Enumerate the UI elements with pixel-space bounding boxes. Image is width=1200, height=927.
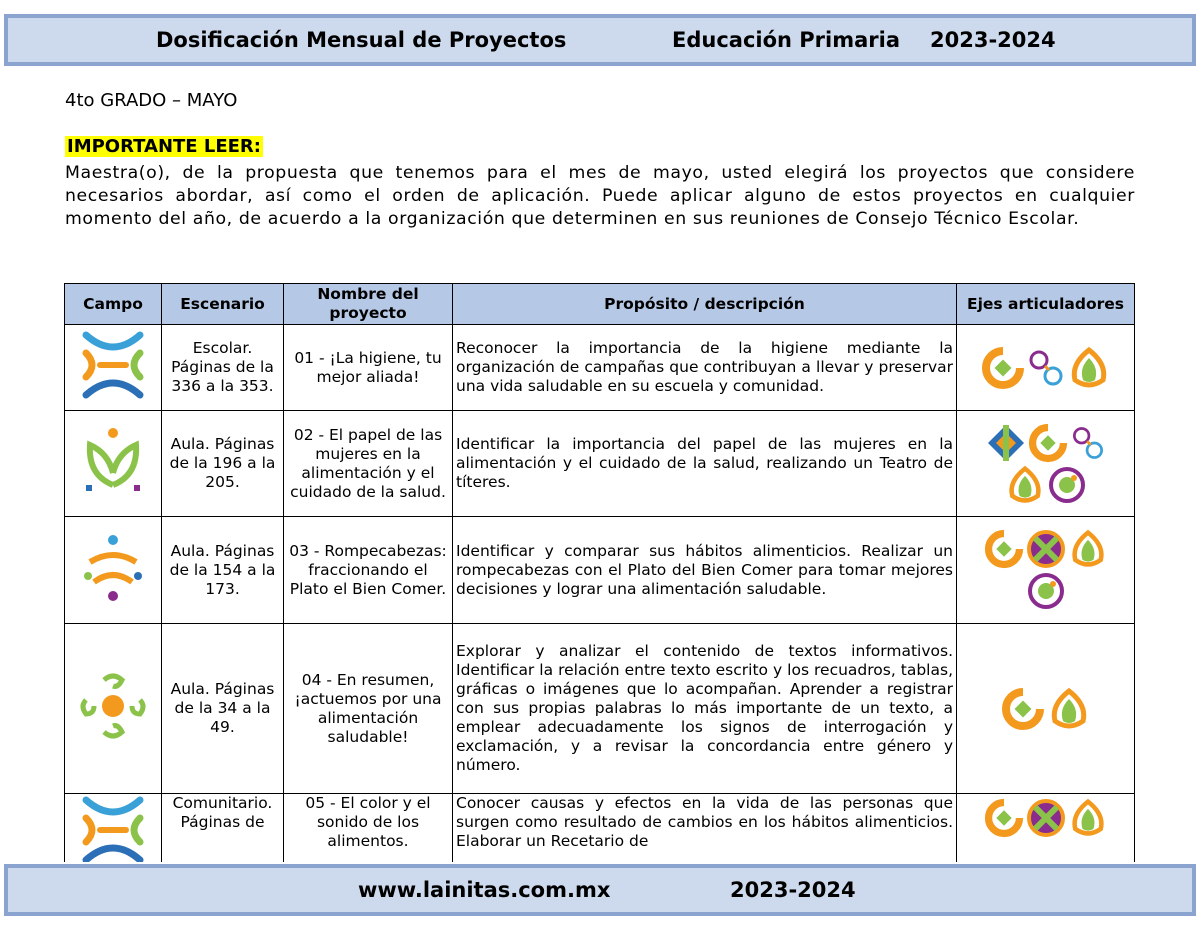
header-proposito: Propósito / descripción [453,284,957,325]
proposito-cell: Explorar y analizar el contenido de textos informativos. Identificar la relación entre texto escrito y los recuadros, tablas, gráficas o imágenes que lo acompañan. Aprender a registrar con sus propias palabras lo más importante de un texto, a emplear adecuadamente los signos de interrogación y exclamación, y a revisar la concordancia entre género y número. [453,624,957,794]
ejes-cell [957,794,1135,863]
ejes-cell [957,517,1135,624]
footer-url[interactable]: www.lainitas.com.mx [358,878,611,902]
vida-saludable-icon [1047,687,1091,731]
escenario-cell: Aula. Páginas de la 196 a la 205. [162,411,284,517]
campo-etica-icon [78,425,148,497]
proposito-cell: Identificar la importancia del papel de las mujeres en la alimentación y el cuidado de la salud, realizando un Teatro de títeres. [453,411,957,517]
campo-cell [65,411,162,517]
ejes-cell [957,411,1135,517]
inclusion-icon [984,529,1024,569]
vida-saludable-icon [1005,465,1045,505]
intro-paragraph: Maestra(o), de la propuesta que tenemos para el mes de mayo, usted elegirá los proyectos que considere necesarios abordar, así como el orden de aplicación. Puede aplicar alguno de estos proyectos en cualquier momento del año, de acuerdo a la organización que determinen en sus reuniones de Consejo Técnico Escolar. [65,163,1135,229]
nombre-cell: 03 - Rompecabezas: fraccionando el Plato el Bien Comer. [284,517,453,624]
igualdad-genero-icon [1070,423,1106,463]
footer-year: 2023-2024 [730,878,856,902]
artes-icon [1026,571,1066,611]
campo-humano-icon [78,532,148,604]
escenario-cell: Aula. Páginas de la 34 a la 49. [162,624,284,794]
campo-saberes-icon [78,794,148,862]
projects-table [64,283,1135,862]
proposito-cell: Conocer causas y efectos en la vida de las personas que surgen como resultado de cambios en los hábitos alimenticios. Elaborar un Recetario de [453,794,957,863]
table-header-row [65,284,1135,325]
header-ejes: Ejes articuladores [957,284,1135,325]
nombre-cell: 02 - El papel de las mujeres en la alimentación y el cuidado de la salud. [284,411,453,517]
campo-cell [65,517,162,624]
interculturalidad-icon [986,423,1026,463]
footer-band [4,864,1196,916]
inclusion-icon [1001,687,1045,731]
doc-level: Educación Primaria [672,28,901,52]
inclusion-icon [984,798,1024,838]
escenario-cell: Aula. Páginas de la 154 a la 173. [162,517,284,624]
ejes-cell [957,624,1135,794]
header-band [4,14,1196,66]
inclusion-icon [1028,423,1068,463]
projects-table-wrap [64,283,1136,862]
igualdad-genero-icon [1027,346,1065,390]
escenario-cell: Comunitario. Páginas de [162,794,284,863]
proposito-cell: Identificar y comparar sus hábitos alimenticios. Realizar un rompecabezas con el Plato del Bien Comer para tomar mejores decisiones y lograr una alimentación saludable. [453,517,957,624]
artes-icon [1047,465,1087,505]
pensamiento-critico-icon [1026,798,1066,838]
ejes-cell [957,325,1135,411]
pensamiento-critico-icon [1026,529,1066,569]
table-row [65,624,1135,794]
escenario-cell: Escolar. Páginas de la 336 a la 353. [162,325,284,411]
campo-saberes-icon [78,329,148,401]
nombre-cell: 01 - ¡La higiene, tu mejor aliada! [284,325,453,411]
table-row [65,411,1135,517]
vida-saludable-icon [1068,798,1108,838]
campo-cell [65,794,162,863]
vida-saludable-icon [1067,346,1111,390]
inclusion-icon [981,346,1025,390]
important-label: IMPORTANTE LEER: [67,136,261,157]
nombre-cell: 04 - En resumen, ¡actuemos por una alimentación saludable! [284,624,453,794]
table-row [65,517,1135,624]
header-campo: Campo [65,284,162,325]
doc-year: 2023-2024 [930,28,1056,52]
campo-cell [65,325,162,411]
header-escenario: Escenario [162,284,284,325]
campo-lenguajes-icon [78,670,148,742]
doc-title: Dosificación Mensual de Proyectos [156,28,567,52]
table-row [65,325,1135,411]
table-row [65,794,1135,863]
nombre-cell: 05 - El color y el sonido de los alimentos. [284,794,453,863]
campo-cell [65,624,162,794]
vida-saludable-icon [1068,529,1108,569]
header-nombre: Nombre del proyecto [284,284,453,325]
proposito-cell: Reconocer la importancia de la higiene mediante la organización de campañas que contribuyan a llevar y preservar una vida saludable en su escuela y comunidad. [453,325,957,411]
grade-line: 4to GRADO – MAYO [65,90,238,111]
